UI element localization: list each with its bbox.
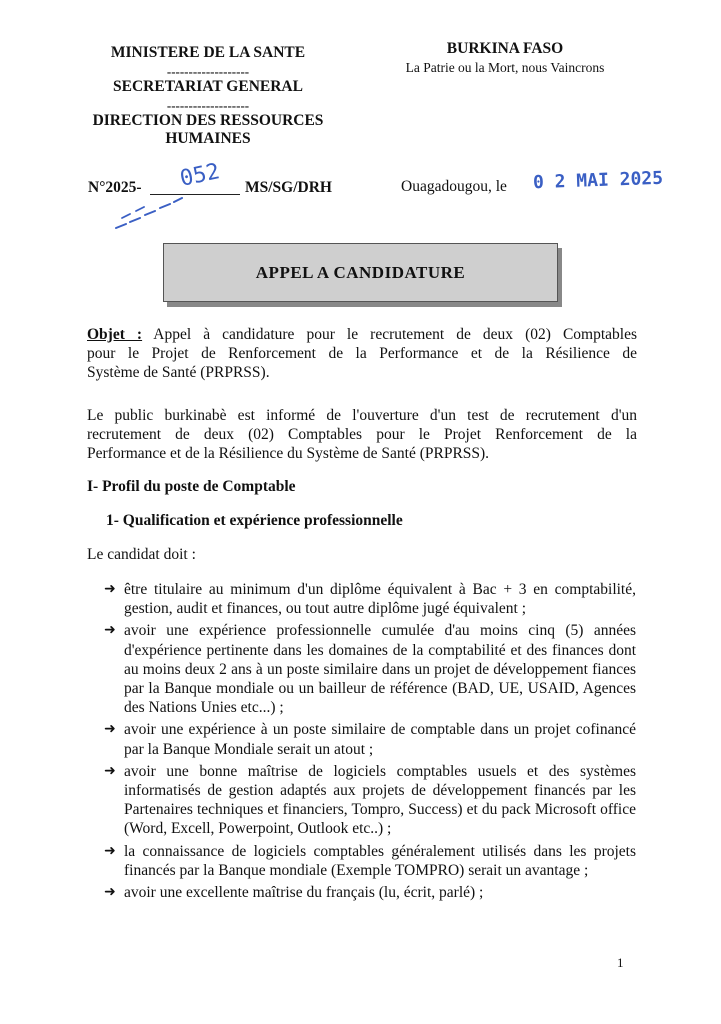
handwritten-reference-number: 052 (177, 159, 222, 192)
secretariat-name: SECRETARIAT GENERAL (113, 78, 303, 95)
object-line: pour le Projet de Renforcement de la Performance et de la Résilience de (87, 345, 637, 362)
object-line: Appel à candidature pour le recrutement de deux (02) Comptables (142, 326, 637, 343)
date-stamp: 0 2 MAI 2025 (532, 167, 664, 194)
arrow-bullet-icon: ➜ (104, 722, 116, 738)
intro-line: recrutement de deux (02) Comptables pour le Projet Renforcement de la (87, 426, 637, 443)
list-item: ➜ être titulaire au minimum d'un diplôme équivalent à Bac + 3 en comptabilité, gestion, audit et finances, ou tout autre diplôme jugé équivalent ; (104, 581, 636, 618)
banner-title: APPEL A CANDIDATURE (255, 262, 466, 282)
list-item: ➜ la connaissance de logiciels comptables généralement utilisés dans les projets financés par la Banque mondiale (Exemple TOMPRO) serait un avantage ; (104, 842, 636, 879)
reference-prefix: N°2025- (88, 179, 142, 196)
object-line: Système de Santé (PRPRSS). (87, 364, 270, 381)
list-item: ➜ avoir une excellente maîtrise du français (lu, écrit, parlé) ; (104, 884, 484, 902)
country-name: BURKINA FASO (446, 40, 564, 57)
candidate-intro: Le candidat doit : (87, 546, 196, 563)
page-number: 1 (617, 955, 624, 970)
intro-line: Performance et de la Résilience du Système de Santé (PRPRSS). (87, 445, 490, 462)
section-heading: I- Profil du poste de Comptable (87, 478, 296, 495)
list-item: ➜ avoir une expérience à un poste similaire de comptable dans un projet cofinancé par la Banque Mondiale serait un atout ; (104, 721, 636, 758)
requirements-list (104, 580, 636, 905)
intro-line: Le public burkinabè est informé de l'ouverture d'un test de recrutement d'un (87, 407, 637, 424)
header-separator: ------------------- (166, 98, 250, 113)
subsection-heading: 1- Qualification et expérience professionnelle (106, 512, 403, 529)
arrow-bullet-icon: ➜ (104, 843, 116, 859)
list-item: ➜ avoir une expérience professionnelle cumulée d'au moins cinq (5) années d'expérience pertinente dans les domaines de la comptabilité et des finances dont au moins deux 2 ans à un poste similaire dans un projet de développement fiances par la Banque mondiale ou un bailleur de référence (BAD, UE, USAID, Agences des Nations Unies etc...) ; (104, 622, 636, 717)
national-motto: La Patrie ou la Mort, nous Vaincrons (405, 60, 605, 75)
place-label: Ouagadougou, le (401, 178, 507, 195)
handwritten-scribble (112, 190, 192, 235)
reference-suffix: MS/SG/DRH (245, 179, 332, 196)
ministry-name: MINISTERE DE LA SANTE (110, 44, 306, 61)
object-paragraph (87, 325, 637, 382)
header-separator: ------------------- (166, 64, 250, 79)
arrow-bullet-icon: ➜ (104, 885, 116, 901)
intro-paragraph (87, 406, 637, 463)
title-banner (163, 243, 558, 302)
direction-name-line2: HUMAINES (165, 130, 251, 147)
arrow-bullet-icon: ➜ (104, 763, 116, 779)
list-item: ➜ avoir une bonne maîtrise de logiciels comptables usuels et des systèmes informatisés de gestion adaptés aux projets de développement financés par les Partenaires techniques et financiers, Tompro, Success) et du pack Microsoft office (Word, Excell, Powerpoint, Outlook etc..) ; (104, 762, 636, 838)
direction-name-line1: DIRECTION DES RESSOURCES (92, 112, 324, 129)
object-label: Objet : (87, 326, 143, 343)
arrow-bullet-icon: ➜ (104, 623, 116, 639)
arrow-bullet-icon: ➜ (104, 582, 116, 597)
